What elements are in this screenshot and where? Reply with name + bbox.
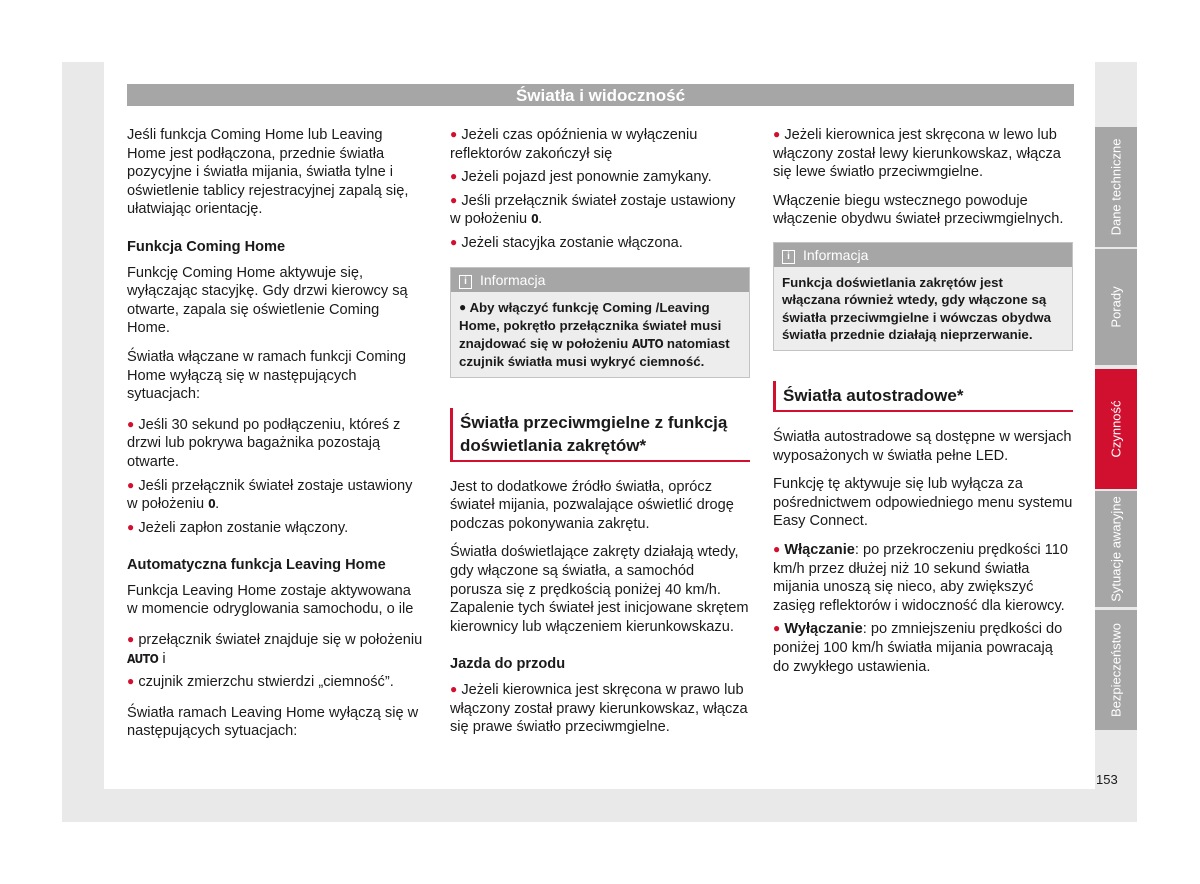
bullet-icon: ● [773, 541, 781, 556]
list-item: ● Wyłączanie: po zmniejszeniu prędkości do poniżej 100 km/h światła mijania powracają do zwykłego ustawienia. [773, 621, 1063, 675]
list-item: ● Jeśli przełącznik świateł zostaje ustawiony w położeniu 0. [450, 192, 736, 228]
list-item: ● Jeśli 30 sekund po podłączeniu, któreś z drzwi lub pokrywa bagażnika pozostają otwarte. [127, 416, 401, 470]
tab-dane-techniczne[interactable]: Dane techniczne [1095, 127, 1137, 247]
info-box [773, 242, 1073, 351]
info-box-text: ● Aby włączyć funkcję Coming /Leaving Home, pokrętło przełącznika świateł musi znajdować się w położeniu AUTO natomiast czujnik światła musi wykryć ciemność. [459, 299, 730, 370]
bullet-icon: ● [450, 681, 458, 696]
fog-lights-paragraph-2: Światła doświetlające zakręty działają wtedy, gdy włączone są światła, a samochód porusza się z prędkością poniżej 40 km/h. Zapalenie tych świateł jest inicjowane skrętem kierownicy lub włączeniem kierunkowskazu. [450, 544, 749, 635]
coming-home-heading: Funkcja Coming Home [127, 238, 286, 255]
position-zero-label: 0 [208, 497, 216, 512]
bullet-icon: ● [450, 234, 458, 249]
tab-czynnosc[interactable]: Czynność [1095, 369, 1137, 489]
info-box-text: Funkcja doświetlania zakrętów jest włączana również wtedy, gdy włączone są światła przeciwmgielne i wówczas obydwa światła przednie działają nieprzerwanie. [782, 274, 1051, 343]
info-icon: i [782, 250, 795, 264]
bullet-icon: ● [127, 632, 135, 647]
info-box-header: i Informacja [774, 243, 1072, 267]
section-heading-fog-lights: Światła przeciwmgielne z funkcją doświetlania zakrętów* [450, 408, 750, 462]
column-1 [127, 126, 425, 751]
intro-paragraph: Jeśli funkcja Coming Home lub Leaving Home jest podłączona, przednie światła pozycyjne i światła mijania, światła tylne i oświetlenie tablicy rejestracyjnej zapalą się, ułatwiając orientację. [127, 127, 409, 218]
auto-position-label: AUTO [127, 651, 159, 666]
info-icon: i [459, 275, 472, 289]
bullet-icon: ● [773, 621, 781, 636]
page-number: 153 [1096, 772, 1118, 787]
highway-lights-paragraph: Światła autostradowe są dostępne w wersjach wyposażonych w światła pełne LED. [773, 428, 1072, 464]
leaving-home-heading: Automatyczna funkcja Leaving Home [127, 557, 386, 574]
tab-sytuacje-awaryjne[interactable]: Sytuacje awaryjne [1095, 491, 1137, 607]
coming-home-paragraph-2: Światła włączane w ramach funkcji Coming Home wyłączą się w następujących sytuacjach: [127, 348, 407, 403]
forward-driving-heading: Jazda do przodu [450, 656, 566, 673]
highway-lights-paragraph-2: Funkcję tę aktywuje się lub wyłącza za pośrednictwem odpowiedniego menu systemu Easy Connect. [773, 476, 1073, 530]
list-item: ● Jeśli przełącznik świateł zostaje ustawiony w położeniu 0. [127, 477, 413, 513]
info-box-header: i Informacja [451, 268, 749, 292]
tab-porady[interactable]: Porady [1095, 249, 1137, 365]
bullet-icon: ● [450, 192, 458, 207]
coming-home-paragraph: Funkcję Coming Home aktywuje się, wyłączając stacyjkę. Gdy drzwi kierowcy są otwarte, zapala się oświetlenie Coming Home. [127, 264, 408, 337]
list-item: ● Jeżeli kierownica jest skręcona w prawo lub włączony został prawy kierunkowskaz, włącza się prawe światło przeciwmgielne. [450, 681, 748, 736]
bullet-icon: ● [127, 519, 135, 534]
column-3 [773, 126, 1073, 686]
bullet-icon: ● [773, 127, 781, 141]
list-item: ● Jeżeli zapłon zostanie włączony. [127, 519, 349, 536]
leaving-home-paragraph: Funkcja Leaving Home zostaje aktywowana w momencie odryglowania samochodu, o ile [127, 582, 414, 618]
list-item: ● Jeżeli pojazd jest ponownie zamykany. [450, 169, 712, 186]
column-2 [450, 126, 750, 747]
auto-position-label: AUTO [631, 336, 664, 351]
bullet-icon: ● [127, 416, 135, 431]
list-item: ● czujnik zmierzchu stwierdzi „ciemność”. [127, 674, 394, 691]
list-item: ● Włączanie: po przekroczeniu prędkości 110 km/h przez dłużej niż 10 sekund światła mijania unoszą się nieco, aby zwiększyć zasięg reflektorów i widoczność dla kierowcy. [773, 541, 1068, 614]
info-box [450, 267, 750, 378]
reverse-gear-paragraph: Włączenie biegu wstecznego powoduje włączenie obydwu świateł przeciwmgielnych. [773, 192, 1064, 228]
section-heading-highway-lights: Światła autostradowe* [773, 381, 1073, 412]
page-header: Światła i widoczność [127, 84, 1074, 106]
bullet-icon: ● [127, 674, 135, 689]
bullet-icon: ● [459, 299, 467, 314]
list-item: ● Jeżeli czas opóźnienia w wyłączeniu reflektorów zakończył się [450, 127, 698, 162]
bullet-icon: ● [450, 169, 458, 184]
list-item: ● Jeżeli stacyjka zostanie włączona. [450, 234, 683, 251]
list-item: ● Jeżeli kierownica jest skręcona w lewo lub włączony został lewy kierunkowskaz, włącza się lewe światło przeciwmgielne. [773, 127, 1061, 181]
position-zero-label: 0 [531, 212, 539, 227]
bullet-icon: ● [450, 127, 458, 141]
leaving-home-paragraph-2: Światła ramach Leaving Home wyłączą się w następujących sytuacjach: [127, 704, 419, 740]
list-item: ● przełącznik świateł znajduje się w położeniu AUTO i [127, 632, 423, 667]
tab-bezpieczenstwo[interactable]: Bezpieczeństwo [1095, 610, 1137, 730]
bullet-icon: ● [127, 477, 135, 492]
fog-lights-paragraph: Jest to dodatkowe źródło światła, oprócz świateł mijania, pozwalające oświetlić drogę podczas pokonywania zakrętu. [450, 478, 734, 532]
